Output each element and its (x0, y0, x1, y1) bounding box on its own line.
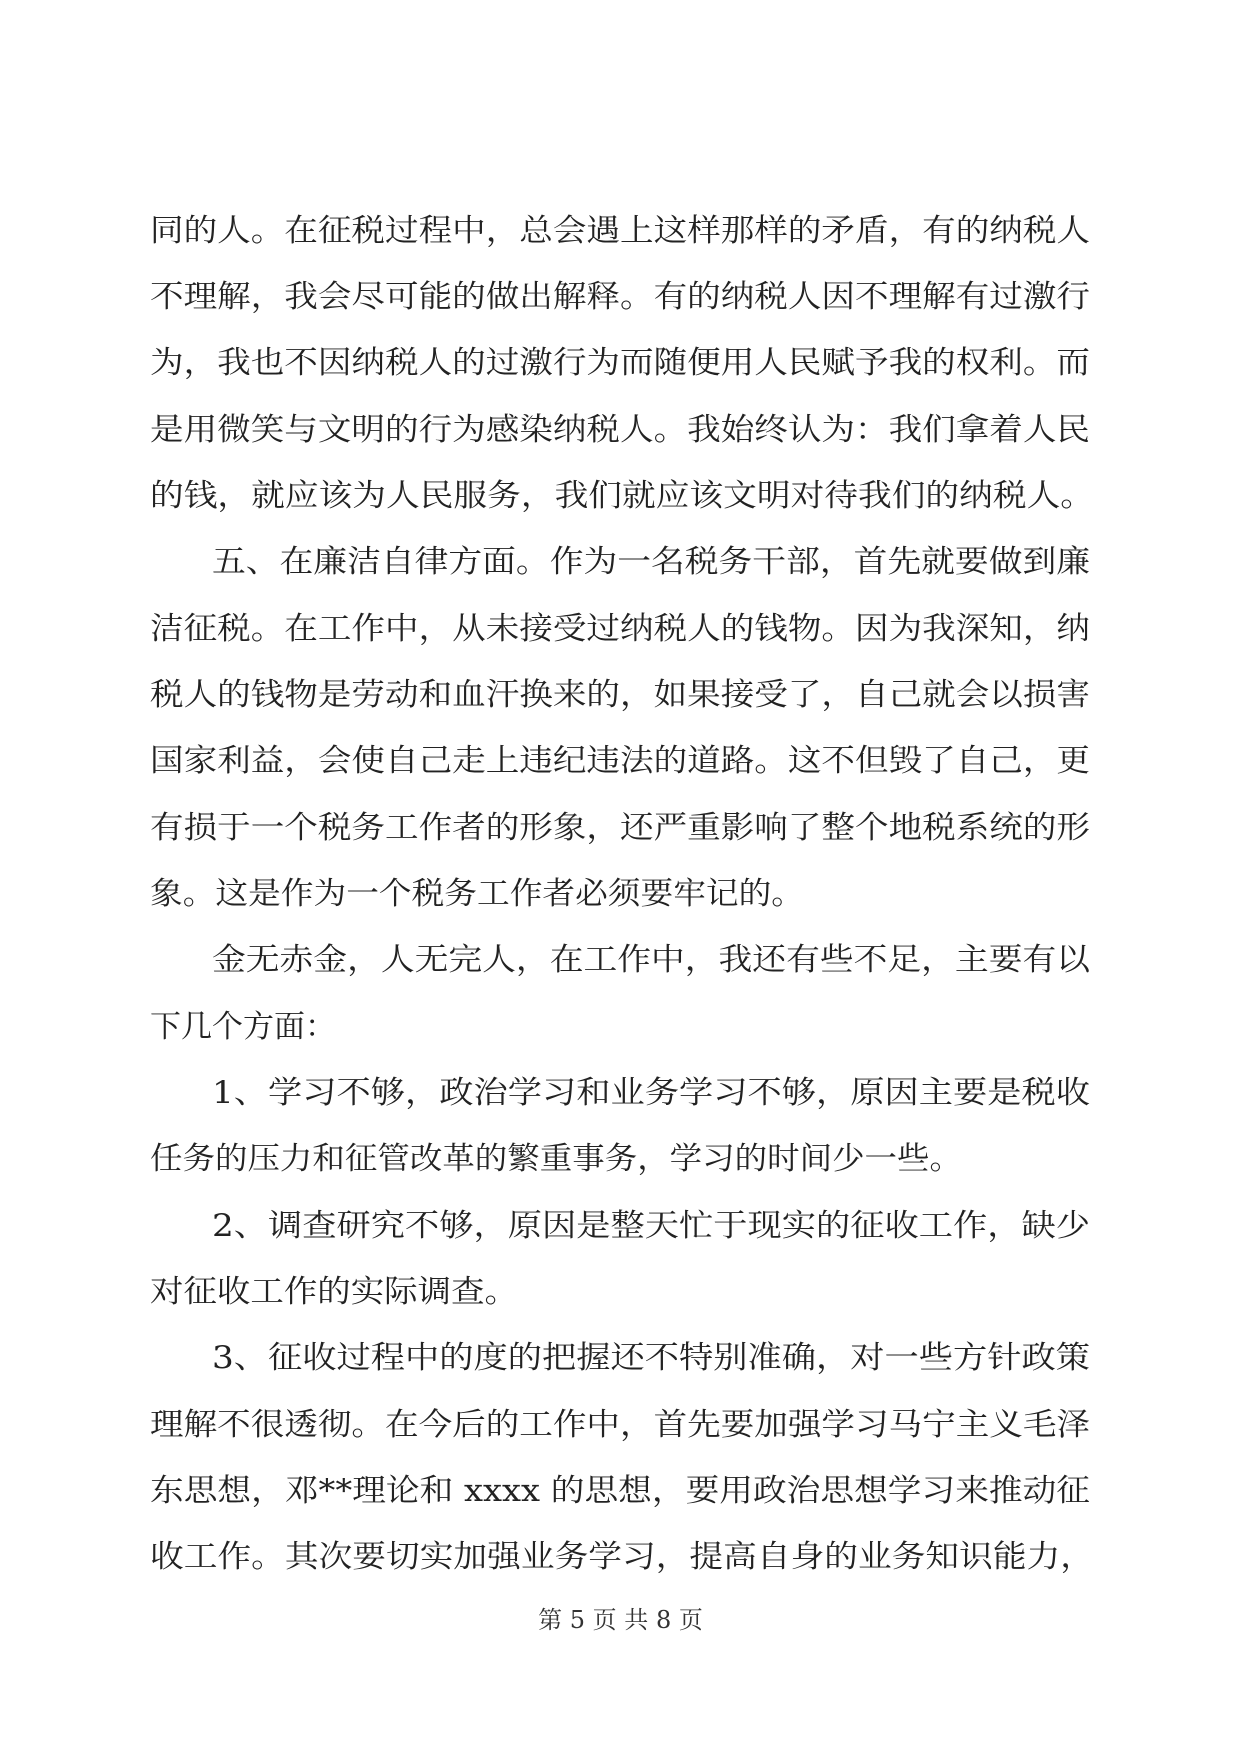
line-text: 五、在廉洁自律方面。作为一名税务干部，首先就要做到廉 (212, 544, 1090, 580)
line-text: 3、征收过程中的度的把握还不特别准确，对一些方针政策 (212, 1340, 1090, 1376)
line-text: 1、学习不够，政治学习和业务学习不够，原因主要是税收 (212, 1075, 1090, 1111)
text-line (0, 1458, 1241, 1524)
line-text: 理解不很透彻。在今后的工作中，首先要加强学习马宁主义毛泽 (150, 1407, 1090, 1443)
text-line (0, 529, 1241, 595)
text-line (0, 596, 1241, 662)
text-line (0, 463, 1241, 529)
line-text: 税人的钱物是劳动和血汗换来的，如果接受了，自己就会以损害 (150, 677, 1090, 713)
text-line (0, 198, 1241, 264)
line-text: 任务的压力和征管改革的繁重事务，学习的时间少一些。 (150, 1141, 962, 1177)
line-text: 是用微笑与文明的行为感染纳税人。我始终认为：我们拿着人民 (150, 412, 1090, 448)
page-number-label: 第 5 页 共 8 页 (538, 1606, 703, 1634)
line-text: 有损于一个税务工作者的形象，还严重影响了整个地税系统的形 (150, 810, 1090, 846)
line-text: 的钱，就应该为人民服务，我们就应该文明对待我们的纳税人。 (150, 478, 1094, 514)
text-line (0, 1392, 1241, 1458)
text-line (0, 1126, 1241, 1192)
line-text: 下几个方面： (150, 1009, 336, 1045)
line-text: 金无赤金，人无完人，在工作中，我还有些不足，主要有以 (212, 942, 1090, 978)
line-text: 东思想，邓**理论和 xxxx 的思想，要用政治思想学习来推动征 (150, 1473, 1090, 1509)
text-line (0, 927, 1241, 993)
line-text: 收工作。其次要切实加强业务学习，提高自身的业务知识能力， (150, 1539, 1094, 1575)
text-line (0, 1524, 1241, 1590)
line-text: 2、调查研究不够，原因是整天忙于现实的征收工作，缺少 (212, 1208, 1090, 1244)
text-line (0, 1259, 1241, 1325)
text-line (0, 397, 1241, 463)
text-line (0, 662, 1241, 728)
text-line (0, 1060, 1241, 1126)
line-text: 国家利益，会使自己走上违纪违法的道路。这不但毁了自己，更 (150, 743, 1090, 779)
text-line (0, 330, 1241, 396)
line-text: 象。这是作为一个税务工作者必须要牢记的。 (150, 876, 804, 912)
text-line (0, 1325, 1241, 1391)
line-text: 同的人。在征税过程中，总会遇上这样那样的矛盾，有的纳税人 (150, 213, 1090, 249)
page-footer (0, 1600, 1241, 1640)
line-text: 不理解，我会尽可能的做出解释。有的纳税人因不理解有过激行 (150, 279, 1090, 315)
text-line (0, 994, 1241, 1060)
line-text: 为，我也不因纳税人的过激行为而随便用人民赋予我的权利。而 (150, 345, 1090, 381)
text-line (0, 264, 1241, 330)
line-text: 洁征税。在工作中，从未接受过纳税人的钱物。因为我深知，纳 (150, 611, 1090, 647)
text-line (0, 728, 1241, 794)
text-line (0, 1193, 1241, 1259)
text-line (0, 861, 1241, 927)
text-line (0, 795, 1241, 861)
line-text: 对征收工作的实际调查。 (150, 1274, 518, 1310)
